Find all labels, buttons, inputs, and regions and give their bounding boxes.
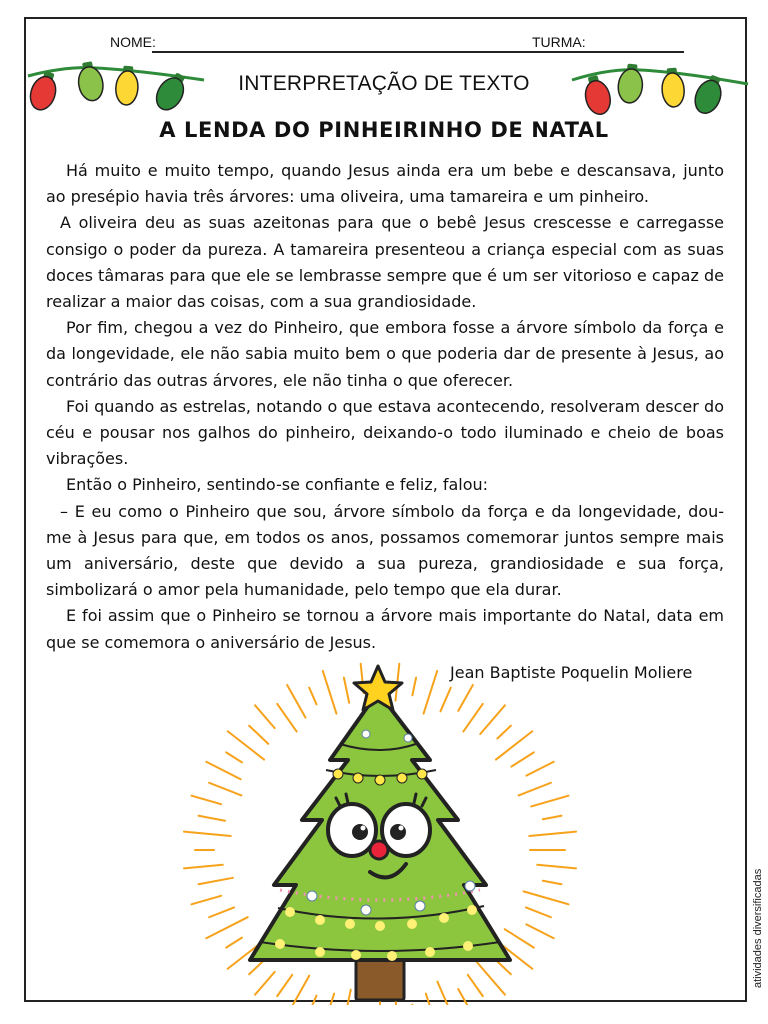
light-ray	[468, 975, 483, 996]
story-paragraph: Foi quando as estrelas, notando o que estava acontecendo, resolveram descer do céu e pousar nos galhos do pinheiro, deixando-o todo iluminado e cheio de boas vibrações.	[46, 396, 724, 469]
light-ray	[424, 671, 438, 714]
light-ray	[497, 962, 510, 975]
light-ray	[277, 975, 292, 996]
story-paragraph: E foi assim que o Pinheiro se tornou a árvore mais importante do Natal, data em que se comemora o aniversário de Jesus.	[46, 606, 724, 652]
light-ray	[537, 865, 576, 869]
light-ray	[543, 881, 562, 885]
light-ray	[287, 976, 309, 1005]
light-ray	[412, 678, 416, 696]
story-paragraph: A oliveira deu as suas azeitonas para que o bebê Jesus crescesse e carregasse consigo o poder da pureza. A tamareira presenteou a criança especial com as suas doces tâmaras para que ele se lembrasse sempre que é um ser vitorioso e capaz de realizar a maior das coisas, com a sua grandiosidade.	[46, 213, 724, 312]
story-paragraph: Então o Pinheiro, sentindo-se confiante e feliz, falou:	[66, 475, 489, 495]
light-ray	[526, 907, 551, 917]
light-ray	[249, 726, 268, 744]
light-ray	[206, 917, 247, 938]
light-ray	[524, 891, 569, 904]
story-text	[46, 158, 724, 656]
story-paragraph: Por fim, chegou a vez do Pinheiro, que embora fosse a árvore símbolo da força e da longevidade, ele não sabia muito bem o que poderia dar de presente à Jesus, ao contrário das outras árvores, ele não tinha o que oferecer.	[46, 318, 724, 390]
light-ray	[529, 832, 576, 836]
light-ray	[344, 990, 351, 1005]
light-ray	[497, 726, 510, 739]
story-title: A LENDA DO PINHEIRINHO DE NATAL	[159, 118, 609, 142]
story-paragraph: Há muito e muito tempo, quando Jesus ainda era um bebe e descansava, junto ao presépio havia três árvores: uma oliveira, uma tamareira e um pinheiro.	[46, 161, 724, 207]
side-credit: atividades diversificadas	[752, 868, 764, 988]
light-ray	[191, 896, 221, 905]
light-ray	[511, 752, 533, 766]
light-ray	[526, 762, 553, 776]
light-ray	[209, 907, 234, 917]
light-ray	[426, 994, 437, 1005]
light-ray	[309, 996, 316, 1005]
light-ray	[463, 704, 482, 732]
light-ray	[437, 982, 450, 1005]
light-ray	[458, 989, 473, 1005]
light-ray	[344, 678, 349, 703]
light-ray	[199, 816, 225, 821]
light-ray	[505, 929, 534, 947]
light-ray	[184, 865, 223, 869]
light-ray	[480, 705, 505, 734]
light-ray	[277, 704, 296, 732]
light-ray	[206, 762, 240, 779]
light-ray	[323, 994, 334, 1005]
name-input-line[interactable]	[152, 51, 684, 53]
christmas-tree-icon	[180, 660, 580, 1005]
light-ray	[323, 671, 337, 714]
light-ray	[526, 924, 553, 938]
light-ray	[255, 705, 275, 728]
light-ray	[440, 688, 450, 712]
light-ray	[531, 796, 568, 807]
name-label: NOME:	[110, 34, 156, 50]
author-credit: Jean Baptiste Poquelin Moliere	[450, 663, 693, 682]
light-ray	[209, 783, 241, 796]
light-ray	[458, 685, 473, 711]
light-ray	[519, 783, 551, 796]
worksheet-subtitle: INTERPRETAÇÃO DE TEXTO	[238, 72, 530, 95]
light-ray	[287, 685, 305, 718]
light-ray	[543, 816, 562, 820]
light-ray	[184, 832, 231, 836]
light-ray	[199, 878, 233, 884]
story-paragraph: – E eu como o Pinheiro que sou, árvore símbolo da força e da longevidade, dou-me à Jesus para que, em todos os anos, possamos comemorar juntos sempre mais um aniversário, deste que devido a sua pureza, grandiosidade e sua força, simbolizará o amor pela humanidade, pelo tempo que ela durar.	[46, 501, 724, 600]
light-ray	[309, 688, 316, 705]
light-ray	[226, 938, 242, 948]
light-ray	[191, 796, 221, 805]
light-ray	[226, 752, 242, 762]
light-ray	[255, 972, 275, 995]
class-label: TURMA:	[532, 34, 586, 50]
